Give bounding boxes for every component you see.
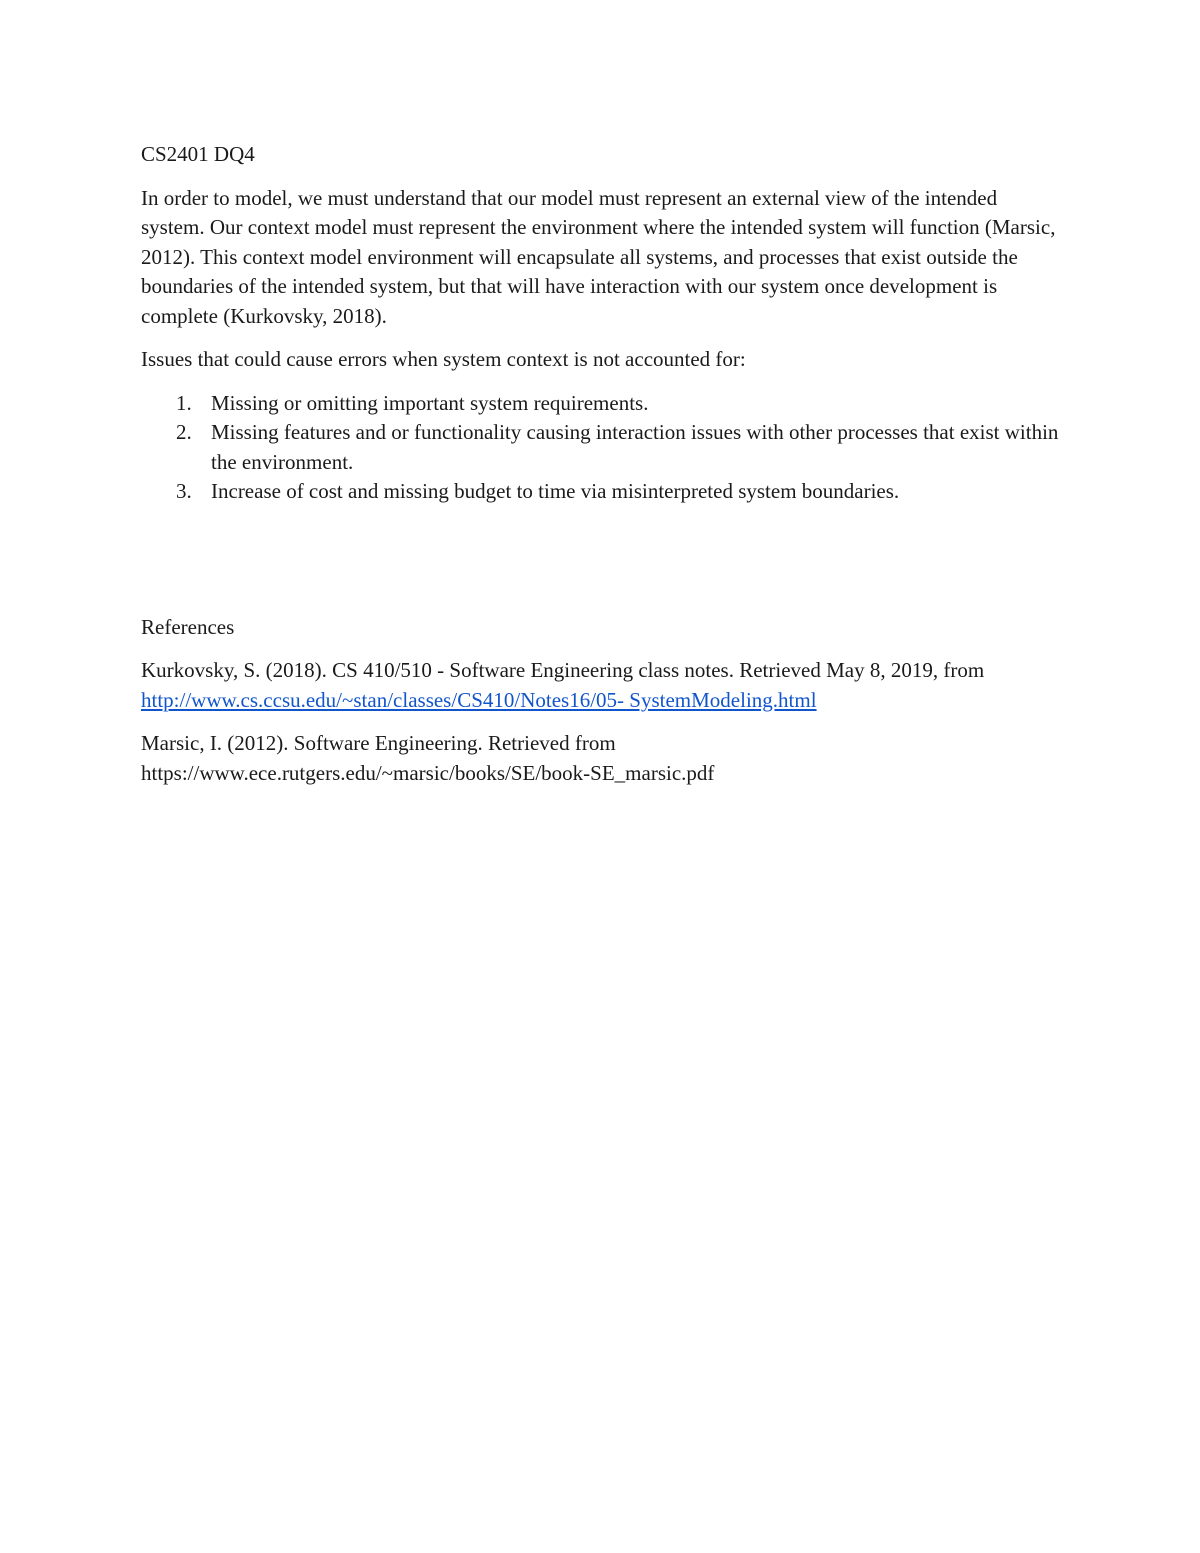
document-body: [141, 140, 1061, 802]
document-title: CS2401 DQ4: [141, 142, 255, 166]
section-spacer: [141, 507, 1061, 613]
list-item: [141, 389, 1061, 419]
list-item-number: 1.: [176, 390, 192, 415]
list-item: [141, 418, 1061, 477]
list-item-text: Missing features and or functionality causing interaction issues with other processes that exist within the environment.: [211, 420, 1059, 474]
issues-list: [141, 389, 1061, 507]
paragraph-issues-intro: Issues that could cause errors when system context is not accounted for:: [141, 347, 746, 371]
reference-marsic: Marsic, I. (2012). Software Engineering. Retrieved from https://www.ece.rutgers.edu/~marsic/books/SE/book-SE_marsic.pdf: [141, 731, 715, 785]
reference-kurkovsky-link[interactable]: http://www.cs.ccsu.edu/~stan/classes/CS410/Notes16/05- SystemModeling.html: [141, 687, 817, 712]
list-item-number: 3.: [176, 479, 192, 503]
paragraph-context-model: In order to model, we must understand that our model must represent an external view of the intended system. Our context model must represent the environment where the intended system will function (Marsic, 2012). This context model environment will encapsulate all systems, and processes that exist outside the boundaries of the intended system, but that will have interaction with our system once development is complete (Kurkovsky, 2018).: [141, 185, 1056, 328]
list-item-number: 2.: [176, 420, 192, 444]
list-item-text: Missing or omitting important system requirements.: [211, 390, 649, 415]
list-item-text: Increase of cost and missing budget to time via misinterpreted system boundaries.: [211, 479, 900, 503]
reference-kurkovsky: [141, 656, 1061, 715]
reference-kurkovsky-text: Kurkovsky, S. (2018). CS 410/510 - Software Engineering class notes. Retrieved May 8, 2019, from: [141, 658, 985, 682]
references-heading: References: [141, 614, 235, 639]
list-item: [141, 477, 1061, 507]
